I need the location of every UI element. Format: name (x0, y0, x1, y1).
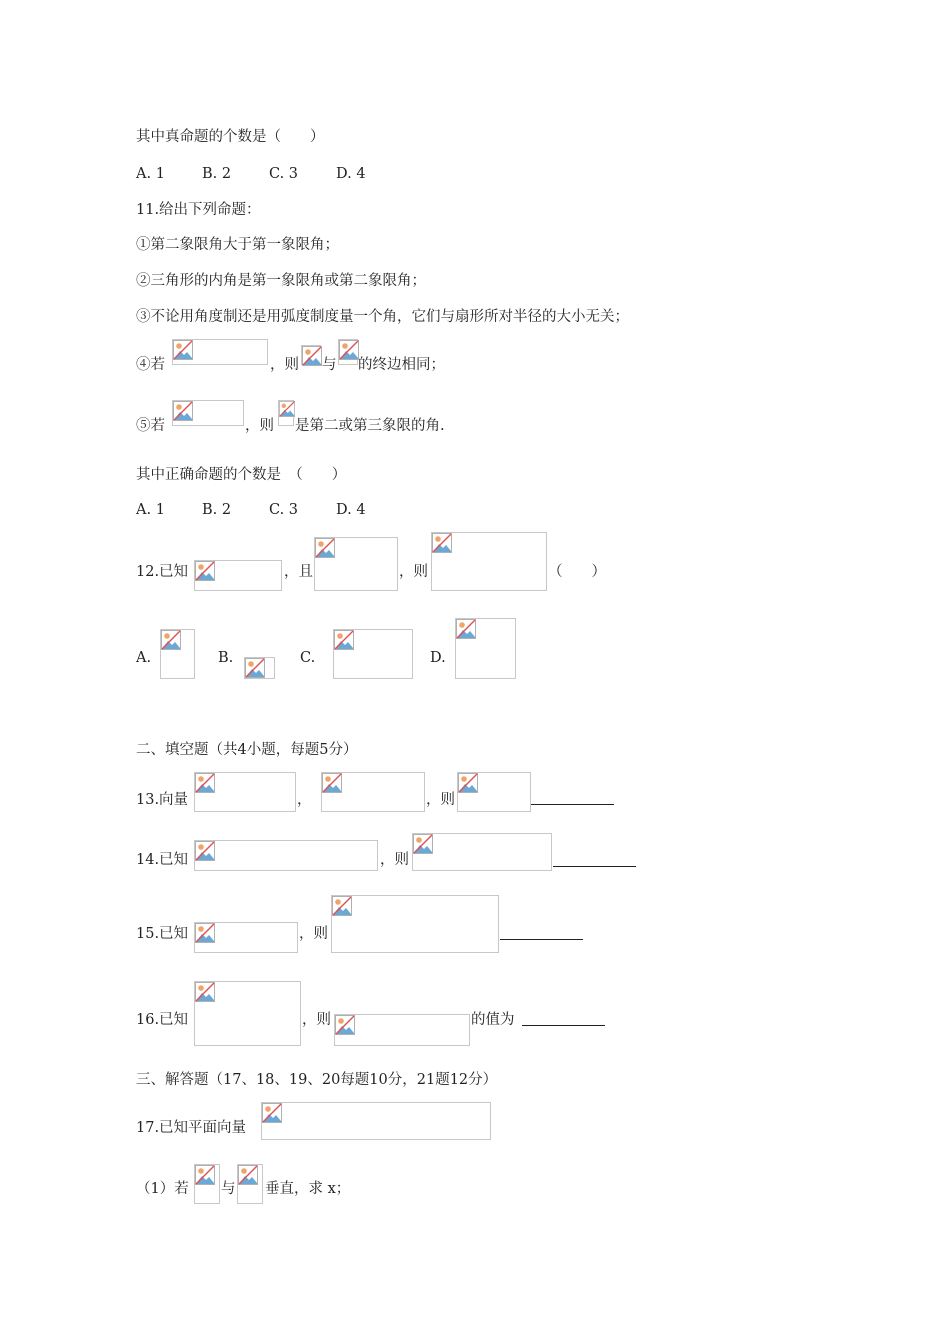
choice-c: C. 3 (269, 502, 299, 518)
formula-image (194, 772, 296, 812)
formula-image (457, 772, 531, 812)
q12-mid1: ，且 (284, 564, 313, 580)
choice-d: D. 4 (336, 166, 366, 182)
broken-image-icon (334, 630, 354, 650)
choice-b: B. 2 (202, 166, 232, 182)
q11-item-4-prefix: ④若 (136, 357, 165, 373)
q12-choice-b-label: B. (218, 650, 234, 666)
choice-a: A. 1 (136, 166, 165, 182)
q17-part1-prefix: （1）若 (136, 1181, 189, 1197)
broken-image-icon (195, 982, 215, 1002)
q14-mid: ，则 (380, 852, 409, 868)
formula-image (160, 629, 195, 679)
choice-a: A. 1 (136, 502, 165, 518)
q12-prefix: 12.已知 (136, 564, 189, 580)
formula-image (321, 772, 425, 812)
broken-image-icon (173, 340, 193, 360)
broken-image-icon (173, 401, 193, 421)
q16-mid: ，则 (302, 1012, 331, 1028)
q14-prefix: 14.已知 (136, 852, 189, 868)
q13-prefix: 13.向量 (136, 792, 189, 808)
q17-part1-suffix: 垂直，求 x； (265, 1181, 351, 1197)
formula-image (278, 400, 294, 426)
q11-item-4-suffix: 的终边相同； (358, 357, 445, 373)
formula-image (331, 895, 499, 953)
q11-item-3: ③不论用角度制还是用弧度制度量一个角，它们与扇形所对半径的大小无关； (136, 309, 629, 325)
q11-item-5-prefix: ⑤若 (136, 418, 165, 434)
q11-item-4-mid2: 与 (322, 357, 337, 373)
broken-image-icon (332, 896, 352, 916)
q15-prefix: 15.已知 (136, 926, 189, 942)
section-3-title: 三、解答题（17、18、19、20每题10分，21题12分） (136, 1072, 498, 1088)
q13-mid: ，则 (426, 792, 455, 808)
formula-image (333, 629, 413, 679)
broken-image-icon (195, 1165, 215, 1185)
broken-image-icon (262, 1103, 282, 1123)
formula-image (334, 1014, 470, 1046)
answer-blank[interactable] (553, 866, 636, 867)
broken-image-icon (195, 561, 215, 581)
q12-choice-d-label: D. (430, 650, 446, 666)
q12-suffix: （ ） (548, 564, 606, 580)
choice-d: D. 4 (336, 502, 366, 518)
broken-image-icon (195, 773, 215, 793)
formula-image (455, 618, 516, 679)
q11-item-5-suffix: 是第二或第三象限的角. (295, 418, 445, 434)
q12-mid2: ，则 (399, 564, 428, 580)
q11-item-4-mid1: ，则 (270, 357, 299, 373)
q10-tail-stem: 其中真命题的个数是（ ） (136, 129, 325, 145)
broken-image-icon (245, 658, 265, 678)
formula-image (244, 657, 275, 679)
q12-choice-a-label: A. (136, 650, 152, 666)
q16-suffix: 的值为 (471, 1012, 515, 1028)
formula-image (194, 560, 282, 591)
broken-image-icon (458, 773, 478, 793)
formula-image (194, 840, 378, 871)
broken-image-icon (456, 619, 476, 639)
formula-image (172, 339, 268, 365)
formula-image (412, 833, 552, 871)
answer-blank[interactable] (500, 939, 583, 940)
q16-prefix: 16.已知 (136, 1012, 189, 1028)
formula-image (314, 537, 398, 591)
broken-image-icon (322, 773, 342, 793)
q12-choice-c-label: C. (300, 650, 316, 666)
q11-stem: 11.给出下列命题： (136, 202, 261, 218)
broken-image-icon (315, 538, 335, 558)
broken-image-icon (302, 346, 322, 366)
broken-image-icon (238, 1165, 258, 1185)
formula-image (194, 922, 298, 953)
broken-image-icon (413, 834, 433, 854)
answer-blank[interactable] (522, 1025, 605, 1026)
formula-image (194, 1164, 220, 1204)
broken-image-icon (279, 401, 295, 417)
formula-image (237, 1164, 263, 1204)
formula-image (431, 532, 547, 591)
formula-image (338, 339, 358, 365)
q11-item-5-mid: ，则 (245, 418, 274, 434)
broken-image-icon (195, 841, 215, 861)
choice-c: C. 3 (269, 166, 299, 182)
broken-image-icon (339, 340, 359, 360)
q15-mid: ，则 (299, 926, 328, 942)
formula-image (172, 400, 244, 426)
answer-blank[interactable] (531, 804, 614, 805)
q17-prefix: 17.已知平面向量 (136, 1120, 247, 1136)
q11-tail: 其中正确命题的个数是 （ ） (136, 467, 347, 483)
formula-image (194, 981, 301, 1046)
broken-image-icon (195, 923, 215, 943)
q17-part1-mid: 与 (221, 1181, 236, 1197)
broken-image-icon (335, 1015, 355, 1035)
broken-image-icon (161, 630, 181, 650)
q13-sep: ， (297, 792, 312, 808)
broken-image-icon (432, 533, 452, 553)
formula-image (301, 345, 321, 365)
q11-item-2: ②三角形的内角是第一象限角或第二象限角； (136, 273, 426, 289)
section-2-title: 二、填空题（共4小题，每题5分） (136, 742, 358, 758)
q11-item-1: ①第二象限角大于第一象限角； (136, 237, 339, 253)
choice-b: B. 2 (202, 502, 232, 518)
formula-image (261, 1102, 491, 1140)
